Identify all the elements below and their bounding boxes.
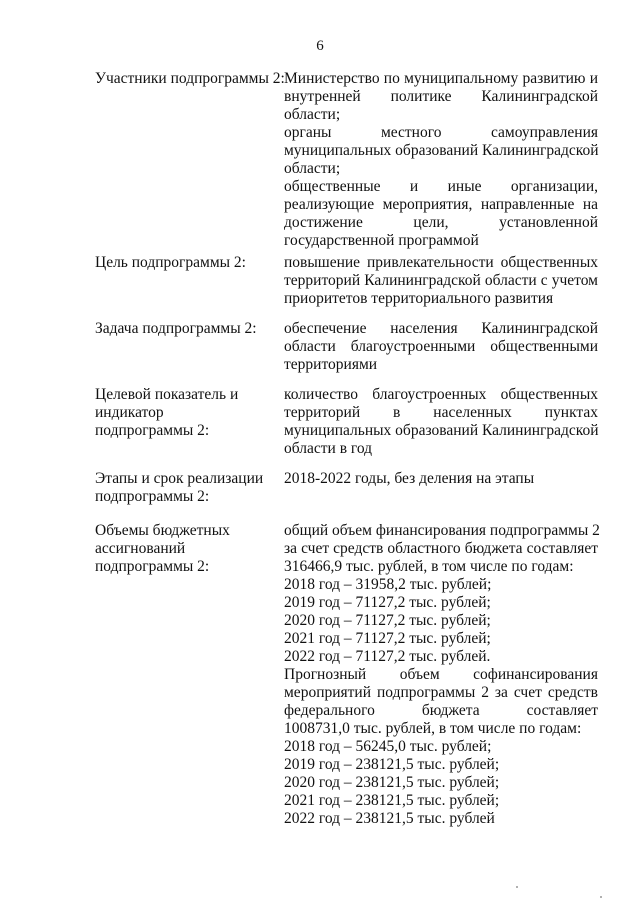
row-value bbox=[284, 386, 598, 458]
row-value-line: территорий в населенных пунктах bbox=[284, 404, 598, 421]
row-value bbox=[284, 320, 598, 374]
row-value-line: 316466,9 тыс. рублей, в том числе по годам: bbox=[284, 558, 574, 575]
row-value-line: государственной программой bbox=[284, 232, 479, 249]
row-value-line: территориями bbox=[284, 356, 378, 373]
row-label bbox=[95, 254, 280, 272]
row-value-line: 2019 год – 71127,2 тыс. рублей; bbox=[284, 594, 491, 611]
row-label-line: подпрограммы 2: bbox=[95, 558, 210, 575]
scan-speck bbox=[516, 886, 518, 888]
row-value-line: области в год bbox=[284, 440, 373, 457]
row-label-line: подпрограммы 2: bbox=[95, 488, 210, 505]
row-label-line: Объемы бюджетных bbox=[95, 522, 230, 539]
row-value-line: Министерство по муниципальному развитию и bbox=[284, 70, 598, 87]
row-value-line: 2018-2022 годы, без деления на этапы bbox=[284, 470, 535, 487]
row-label-line: подпрограммы 2: bbox=[95, 422, 210, 439]
row-value-line: 2018 год – 31958,2 тыс. рублей; bbox=[284, 576, 492, 593]
row-label-line: индикатор bbox=[95, 404, 164, 421]
row-label bbox=[95, 470, 280, 506]
row-value-line: 2020 год – 238121,5 тыс. рублей; bbox=[284, 774, 500, 791]
row-value-line: 2022 год – 238121,5 тыс. рублей bbox=[284, 810, 495, 827]
row-label-line: Цель подпрограммы 2: bbox=[95, 254, 246, 271]
row-value-line: общий объем финансирования подпрограммы 2 bbox=[284, 522, 600, 539]
row-value bbox=[284, 70, 598, 250]
row-label-line: Целевой показатель и bbox=[95, 386, 239, 403]
page-number: 6 bbox=[316, 38, 324, 54]
row-value-line: обеспечение населения Калининградской bbox=[284, 320, 598, 337]
row-label bbox=[95, 522, 280, 576]
row-value-line: 2020 год – 71127,2 тыс. рублей; bbox=[284, 612, 491, 629]
row-value-line: повышение привлекательности общественных bbox=[284, 254, 598, 271]
row-value-line: территорий Калининградской области с учетом bbox=[284, 272, 598, 289]
row-label bbox=[95, 386, 280, 440]
row-value-line: общественные и иные организации, bbox=[284, 178, 598, 195]
row-value-line: органы местного самоуправления bbox=[284, 124, 598, 141]
row-value-line: реализующие мероприятия, направленные на bbox=[284, 196, 598, 213]
row-value-line: федерального бюджета составляет bbox=[284, 702, 598, 719]
row-value-line: 1008731,0 тыс. рублей, в том числе по годам: bbox=[284, 720, 582, 737]
row-value-line: 2019 год – 238121,5 тыс. рублей; bbox=[284, 756, 500, 773]
row-label bbox=[95, 70, 285, 88]
row-value bbox=[284, 470, 598, 488]
row-value-line: области; bbox=[284, 106, 341, 123]
row-label-line: Участники подпрограммы 2: bbox=[95, 70, 285, 87]
row-value-line: за счет средств областного бюджета составляет bbox=[284, 540, 598, 557]
row-value-line: 2021 год – 238121,5 тыс. рублей; bbox=[284, 792, 500, 809]
row-value-line: приоритетов территориального развития bbox=[284, 290, 554, 307]
row-label-line: ассигнований bbox=[95, 540, 186, 557]
row-value-line: Прогнозный объем софинансирования bbox=[284, 666, 598, 683]
scan-speck bbox=[600, 896, 602, 898]
row-value-line: внутренней политике Калининградской bbox=[284, 88, 598, 105]
row-value-line: 2021 год – 71127,2 тыс. рублей; bbox=[284, 630, 491, 647]
row-value-line: достижение цели, установленной bbox=[284, 214, 598, 231]
row-label-line: Задача подпрограммы 2: bbox=[95, 320, 257, 337]
row-value-line: количество благоустроенных общественных bbox=[284, 386, 598, 403]
row-value-line: муниципальных образований Калининградской bbox=[284, 422, 599, 439]
row-value-line: 2022 год – 71127,2 тыс. рублей. bbox=[284, 648, 491, 665]
row-value bbox=[284, 522, 598, 828]
row-label bbox=[95, 320, 280, 338]
row-value bbox=[284, 254, 598, 308]
row-value-line: мероприятий подпрограммы 2 за счет средств bbox=[284, 684, 598, 701]
row-value-line: 2018 год – 56245,0 тыс. рублей; bbox=[284, 738, 492, 755]
row-value-line: области благоустроенными общественными bbox=[284, 338, 598, 355]
row-value-line: области; bbox=[284, 160, 341, 177]
row-value-line: муниципальных образований Калининградской bbox=[284, 142, 599, 159]
row-label-line: Этапы и срок реализации bbox=[95, 470, 264, 487]
